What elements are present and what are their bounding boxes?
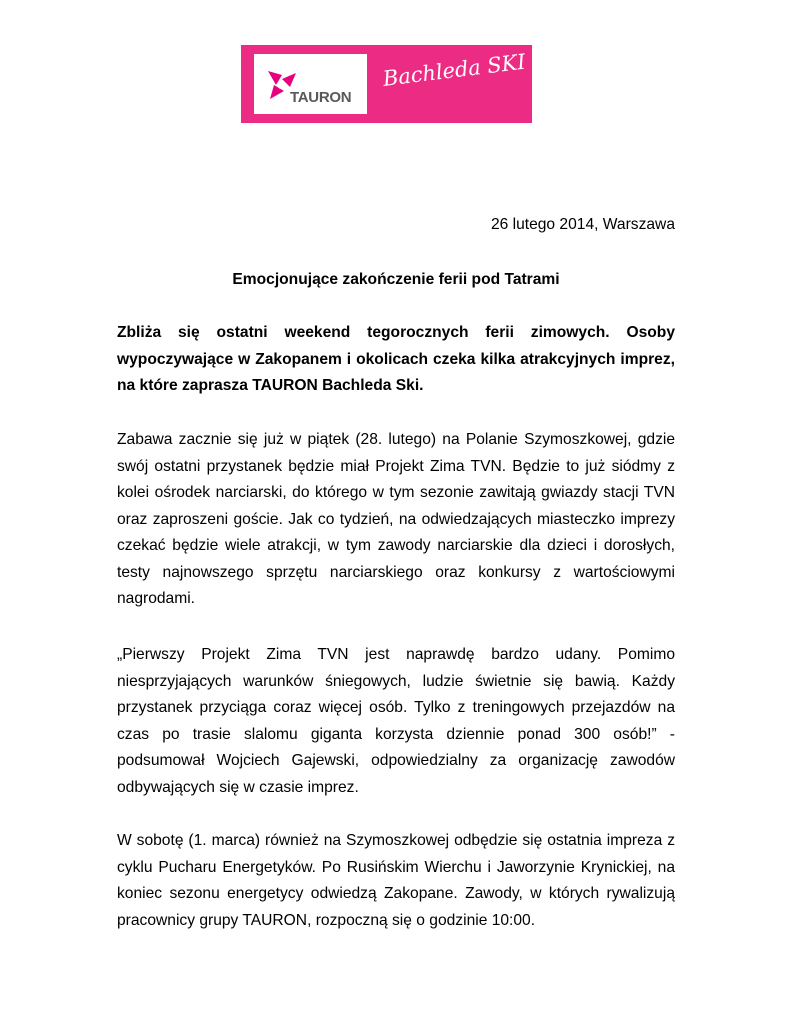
body-paragraph-2: [117, 642, 675, 801]
document-title: Emocjonujące zakończenie ferii pod Tatrami: [232, 271, 560, 288]
paragraph-text: Zabawa zacznie się już w piątek (28. lutego) na Polanie Szymoszkowej, gdzie swój ostatni przystanek będzie miał Projekt Zima TVN. Będzie to już siódmy z kolei ośrodek narciarski, do którego w tym sezonie zawitają gwiazdy stacji TVN oraz zaproszeni goście. Jak co tydzień, na odwiedzających miasteczko imprezy czekać będzie wiele atrakcji, w tym zawody narciarskie dla dzieci i dorosłych, testy najnowszego sprzętu narciarskiego oraz konkursy z wartościowymi nagrodami.: [117, 431, 675, 607]
paragraph-text: W sobotę (1. marca) również na Szymoszkowej odbędzie się ostatnia impreza z cyklu Pucharu Energetyków. Po Rusińskim Wierchu i Jaworzynie Krynickiej, na koniec sezonu energetycy odwiedzą Zakopane. Zawody, w których rywalizują pracownicy grupy TAURON, rozpoczną się o godzinie 10:00.: [117, 832, 675, 929]
lead-paragraph: Zbliża się ostatni weekend tegorocznych ferii zimowych. Osoby wypoczywające w Zakopanem i okolicach czeka kilka atrakcyjnych imprez, na które zaprasza TAURON Bachleda Ski.: [117, 324, 675, 394]
body-paragraph-1: [117, 427, 675, 613]
brand-script-logo: Bachleda SKI: [381, 49, 527, 91]
date-line: 26 lutego 2014, Warszawa: [490, 216, 675, 233]
body-paragraph-3: [117, 828, 675, 934]
tauron-logo: [254, 54, 367, 114]
paragraph-text: „Pierwszy Projekt Zima TVN jest naprawdę bardzo udany. Pomimo niesprzyjających warunków śniegowych, ludzie świetnie się bawią. Każdy przystanek przyciąga coraz więcej osób. Tylko z treningowych przejazdów na czas po trasie slalomu giganta korzysta dziennie ponad 300 osób!” - podsumował Wojciech Gajewski, odpowiedzialny za organizację zawodów odbywających się w czasie imprez.: [117, 646, 675, 796]
header-banner: [241, 45, 532, 123]
logo-wordmark: TAURON: [290, 89, 352, 106]
